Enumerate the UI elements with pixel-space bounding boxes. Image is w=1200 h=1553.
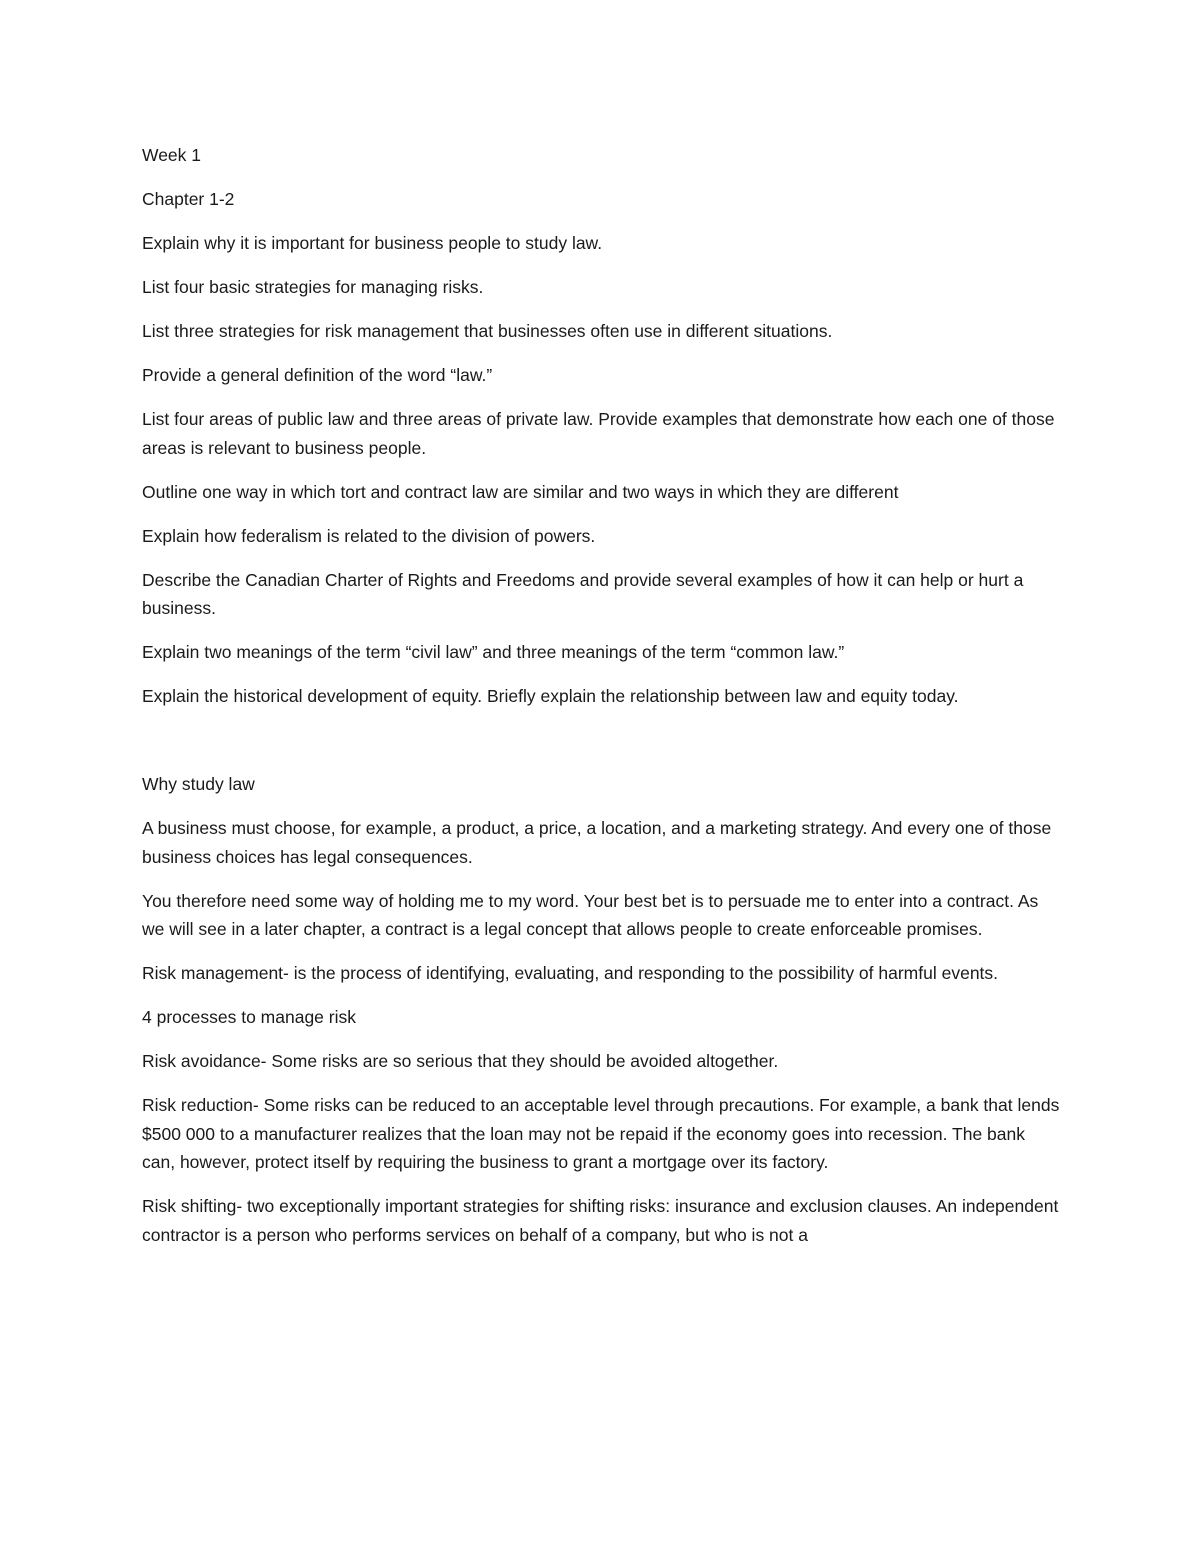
note-paragraph: Risk reduction- Some risks can be reduced to an acceptable level through precautions. For example, a bank that lends $500 000 to a manufacturer realizes that the loan may not be repaid if the economy goes into recession. The bank can, however, protect itself by requiring the business to grant a mortgage over its factory. [142,1095,1060,1172]
question-paragraph: Describe the Canadian Charter of Rights and Freedoms and provide several examples of how it can help or hurt a business. [142,569,1024,618]
section-heading: Why study law [142,774,255,794]
question-paragraph: Outline one way in which tort and contract law are similar and two ways in which they are different [142,481,899,502]
question-paragraph: List four areas of public law and three areas of private law. Provide examples that demonstrate how each one of those areas is relevant to business people. [142,409,1055,458]
note-paragraph: Risk management- is the process of identifying, evaluating, and responding to the possibility of harmful events. [142,963,999,983]
question-paragraph: Provide a general definition of the word “law.” [142,365,493,385]
document-body [142,141,1062,1265]
question-paragraph: Explain two meanings of the term “civil law” and three meanings of the term “common law.” [142,642,845,662]
note-paragraph: Risk avoidance- Some risks are so serious that they should be avoided altogether. [142,1051,779,1071]
note-paragraph: Risk shifting- two exceptionally important strategies for shifting risks: insurance and exclusion clauses. An independent contractor is a person who performs services on behalf of a company, but who is not a [142,1196,1059,1245]
question-paragraph: Explain why it is important for business people to study law. [142,233,603,253]
question-paragraph: List three strategies for risk management that businesses often use in different situations. [142,321,833,341]
week-label: Week 1 [142,145,202,165]
note-paragraph: 4 processes to manage risk [142,1007,356,1027]
note-paragraph: A business must choose, for example, a product, a price, a location, and a marketing strategy. And every one of those business choices has legal consequences. [142,818,1052,867]
question-paragraph: List four basic strategies for managing risks. [142,277,484,297]
question-paragraph: Explain how federalism is related to the division of powers. [142,525,596,546]
blank-line [142,726,1062,755]
chapter-label: Chapter 1-2 [142,189,235,209]
question-paragraph: Explain the historical development of equity. Briefly explain the relationship between law and equity today. [142,686,959,706]
note-paragraph: You therefore need some way of holding me to my word. Your best bet is to persuade me to enter into a contract. As we will see in a later chapter, a contract is a legal concept that allows people to create enforceable promises. [142,890,1039,939]
